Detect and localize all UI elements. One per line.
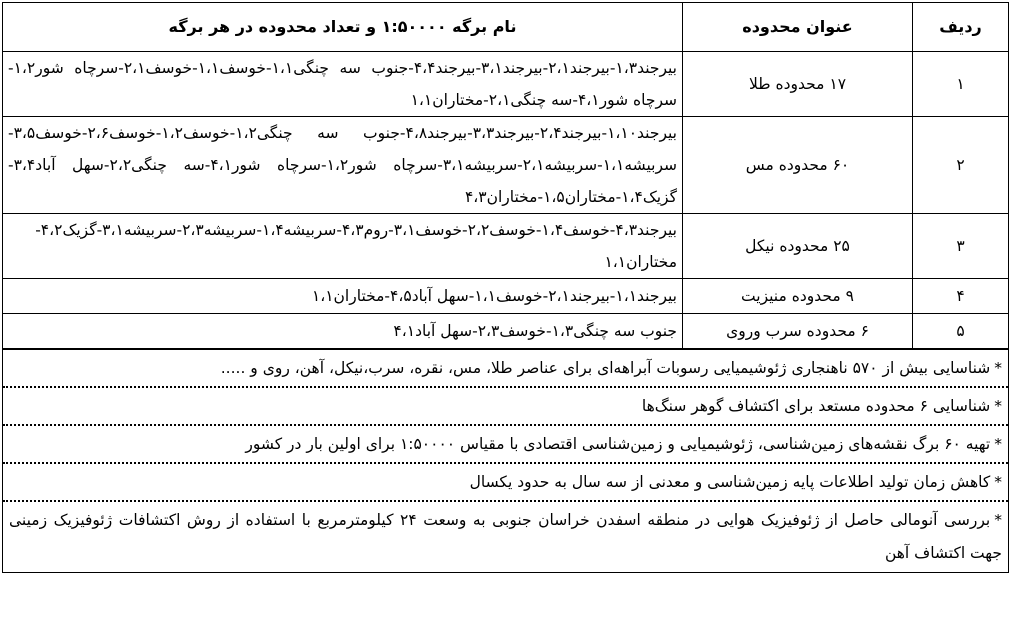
table-row [3,52,1009,117]
sheet-list: بیرجند۱،۱-بیرجند۲،۱-خوسف۱،۱-سهل آباد۴،۵-مختاران۱،۱ [3,279,683,314]
note-text: شناسایی ۶ محدوده مستعد برای اکتشاف گوهر سنگ‌ها [641,397,991,415]
region-title: ۲۵ محدوده نیکل [683,214,913,279]
note-item [3,462,1008,500]
asterisk-bullet-icon: * [994,435,1002,453]
note-item [3,349,1008,386]
asterisk-bullet-icon: * [994,473,1002,491]
region-title: ۹ محدوده منیزیت [683,279,913,314]
table-row [3,314,1009,349]
row-number: ۵ [913,314,1009,349]
table-row [3,214,1009,279]
header-sheet-names: نام برگه ۱:۵۰۰۰۰ و تعداد محدوده در هر برگه [3,3,683,52]
asterisk-bullet-icon: * [994,397,1002,415]
row-number: ۳ [913,214,1009,279]
sheet-list: بیرجند۱،۱۰-بیرجند۲،۴-بیرجند۳،۳-بیرجند۴،۸-جنوب سه چنگی۱،۲-خوسف۱،۲-خوسف۲،۶-خوسف۳،۵-سربیشه۱،۱-سربیشه۲،۱-سربیشه۳،۱-سرچاه شور۱،۲-سرچاه شور۴،۱-سه چنگی۲،۲-سهل آباد۳،۴-گزیک۱،۴-مختاران۱،۵-مختاران۴،۳ [3,117,683,214]
sheet-list: جنوب سه چنگی۱،۳-خوسف۲،۳-سهل آباد۴،۱ [3,314,683,349]
region-title: ۶۰ محدوده مس [683,117,913,214]
table-header-row [3,3,1009,52]
note-item [3,386,1008,424]
asterisk-bullet-icon: * [994,359,1002,377]
note-item [3,424,1008,462]
note-text: بررسی آنومالی حاصل از ژئوفیزیک هوایی در منطقه اسفدن خراسان جنوبی به وسعت ۲۴ کیلومترمربع با استفاده از روش اکتشافات ژئوفیزیک زمینی جهت اکتشاف آهن [9,511,1002,562]
header-row-number: ردیف [913,3,1009,52]
header-region-title: عنوان محدوده [683,3,913,52]
table-row [3,279,1009,314]
note-text: کاهش زمان تولید اطلاعات پایه زمین‌شناسی و معدنی از سه سال به حدود یکسال [469,473,991,491]
achievements-notes [2,349,1009,573]
asterisk-bullet-icon: * [994,511,1002,529]
regions-table [2,2,1009,349]
sheet-list: بیرجند۱،۳-بیرجند۲،۱-بیرجند۳،۱-بیرجند۴،۴-جنوب سه چنگی۱،۱-خوسف۱،۱-خوسف۲،۱-سرچاه شور۱،۲-سرچاه شور۴،۱-سه چنگی۲،۱-مختاران۱،۱ [3,52,683,117]
sheet-list: بیرجند۴،۳-خوسف۱،۴-خوسف۲،۲-خوسف۳،۱-روم۴،۳-سربیشه۱،۴-سربیشه۲،۳-سربیشه۳،۱-گزیک۴،۲-مختاران۱،۱ [3,214,683,279]
row-number: ۱ [913,52,1009,117]
note-text: شناسایی بیش از ۵۷۰ ناهنجاری ژئوشیمیایی رسوبات آبراهه‌ای برای عناصر طلا، مس، نقره، سرب،نیکل، آهن، روی و ..... [220,359,991,377]
region-title: ۶ محدوده سرب وروی [683,314,913,349]
table-row [3,117,1009,214]
row-number: ۴ [913,279,1009,314]
note-text: تهیه ۶۰ برگ نقشه‌های زمین‌شناسی، ژئوشیمیایی و زمین‌شناسی اقتصادی با مقیاس ۱:۵۰۰۰۰ برای اولین بار در کشور [245,435,991,453]
row-number: ۲ [913,117,1009,214]
note-item [3,500,1008,572]
region-title: ۱۷ محدوده طلا [683,52,913,117]
